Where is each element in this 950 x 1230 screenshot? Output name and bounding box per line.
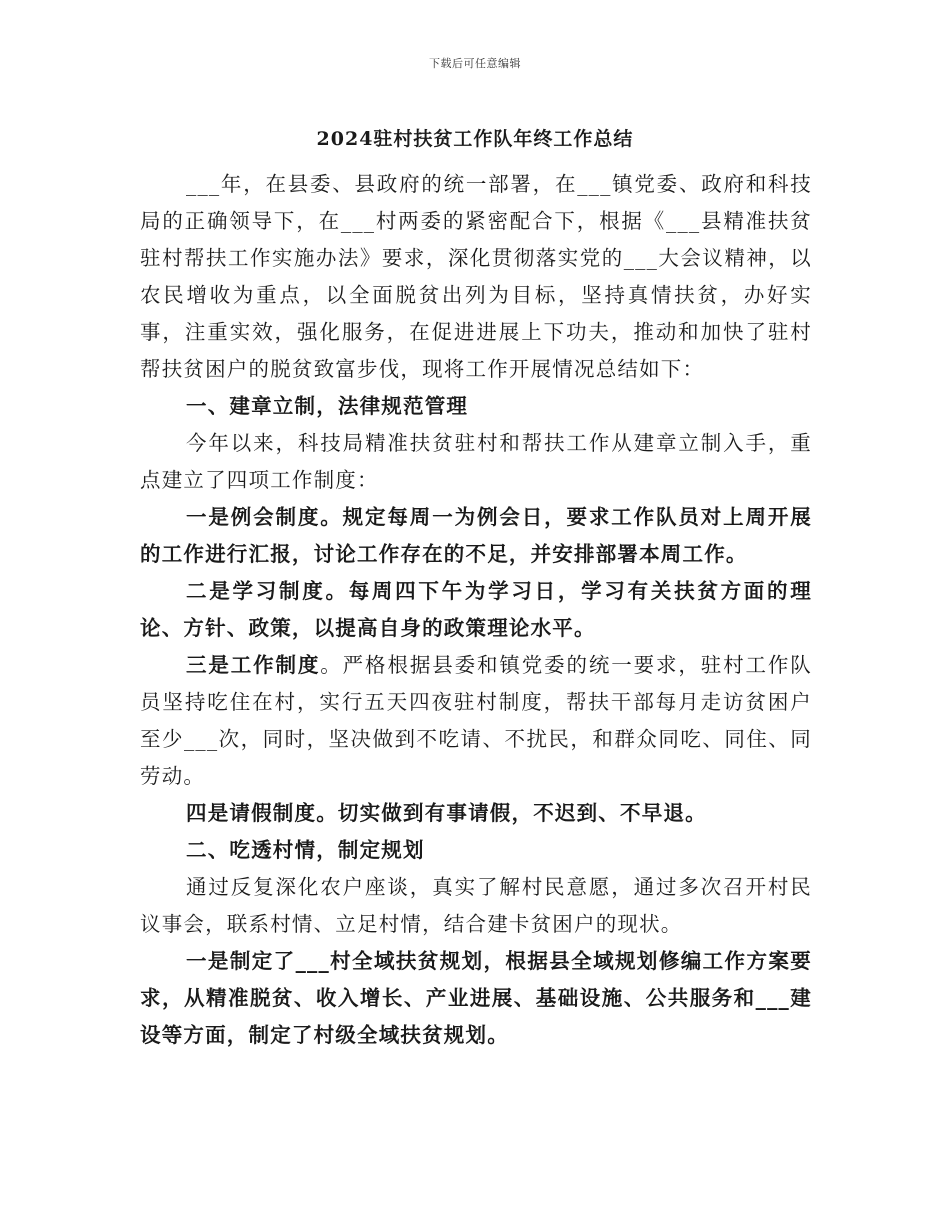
section-1-intro-paragraph: 今年以来，科技局精准扶贫驻村和帮扶工作从建章立制入手，重点建立了四项工作制度： bbox=[140, 431, 812, 492]
rule-study-paragraph: 二是学习制度。每周四下午为学习日，学习有关扶贫方面的理论、方针、政策，以提高自身的政策理论水平。 bbox=[140, 579, 812, 640]
intro-paragraph: ___年，在县委、县政府的统一部署，在___镇党委、政府和科技局的正确领导下，在___村两委的紧密配合下，根据《___县精准扶贫驻村帮扶工作实施办法》要求，深化贯彻落实党的___大会议精神，以农民增收为重点，以全面脱贫出列为目标，坚持真情扶贫，办好实事，注重实效，强化服务，在促进进展上下功夫，推动和加快了驻村帮扶贫困户的脱贫致富步伐，现将工作开展情况总结如下： bbox=[140, 172, 812, 381]
section-2-intro-paragraph: 通过反复深化农户座谈，真实了解村民意愿，通过多次召开村民议事会，联系村情、立足村情，结合建卡贫困户的现状。 bbox=[140, 875, 812, 936]
rule-work-paragraph bbox=[140, 647, 812, 795]
plan-paragraph: 一是制定了___村全域扶贫规划，根据县全域规划修编工作方案要求，从精准脱贫、收入增长、产业进展、基础设施、公共服务和___建设等方面，制定了村级全域扶贫规划。 bbox=[140, 949, 812, 1047]
rule-meeting-paragraph: 一是例会制度。规定每周一为例会日，要求工作队员对上周开展的工作进行汇报，讨论工作存在的不足，并安排部署本周工作。 bbox=[140, 505, 812, 566]
section-heading-2: 二、吃透村情，制定规划 bbox=[186, 838, 425, 862]
section-heading-1: 一、建章立制，法律规范管理 bbox=[186, 394, 469, 418]
rule-work-text: 。严格根据县委和镇党委的统一要求，驻村工作队员坚持吃住在村，实行五天四夜驻村制度，帮扶干部每月走访贫困户至少___次，同时，坚决做到不吃请、不扰民，和群众同吃、同住、同劳动。 bbox=[140, 653, 812, 788]
header-note: 下载后可任意编辑 bbox=[429, 57, 521, 70]
rule-work-lead: 三是工作制度 bbox=[186, 653, 321, 677]
document-title: 2024驻村扶贫工作队年终工作总结 bbox=[316, 128, 634, 150]
document-body bbox=[140, 166, 812, 1054]
rule-leave-paragraph: 四是请假制度。切实做到有事请假，不迟到、不早退。 bbox=[186, 801, 707, 825]
